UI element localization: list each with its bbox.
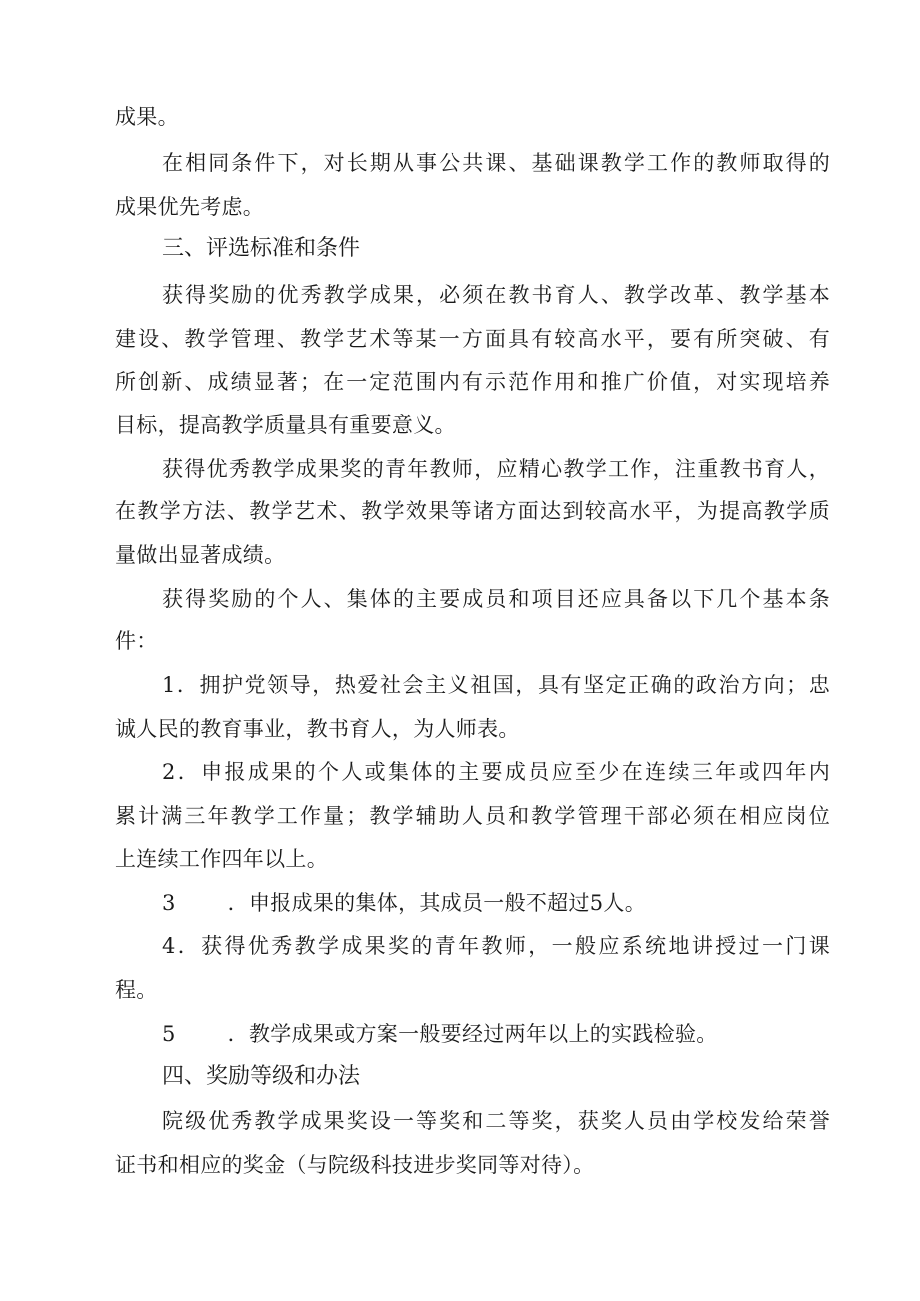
paragraph-line: 获得奖励的优秀教学成果，必须在教书育人、教学改革、教学基本 xyxy=(162,283,830,307)
paragraph-line: 件： xyxy=(115,629,158,653)
paragraph-line: 成果。 xyxy=(115,105,179,129)
paragraph-line: 所创新、成绩显著；在一定范围内有示范作用和推广价值，对实现培养 xyxy=(115,370,830,394)
paragraph-line: 院级优秀教学成果奖设一等奖和二等奖，获奖人员由学校发给荣誉 xyxy=(162,1109,830,1133)
paragraph-line: 目标，提高教学质量具有重要意义。 xyxy=(115,413,456,437)
list-item-line: 诚人民的教育事业，教书育人，为人师表。 xyxy=(115,717,520,741)
list-item-text: ．教学成果或方案一般要经过两年以上的实践检验。 xyxy=(227,1022,718,1046)
list-number: 5 xyxy=(162,1022,176,1046)
list-item-line: 2．申报成果的个人或集体的主要成员应至少在连续三年或四年内 xyxy=(162,760,830,784)
paragraph-line: 证书和相应的奖金（与院级科技进步奖同等对待）。 xyxy=(115,1153,595,1177)
list-item-line xyxy=(162,890,830,916)
list-item-line: 上连续工作四年以上。 xyxy=(115,847,328,871)
list-item-line: 1．拥护党领导，热爱社会主义祖国，具有坚定正确的政治方向；忠 xyxy=(162,673,830,697)
paragraph-line: 量做出显著成绩。 xyxy=(115,543,286,567)
list-item-text: ．申报成果的集体，其成员一般不超过5人。 xyxy=(227,891,647,915)
paragraph-line: 获得优秀教学成果奖的青年教师，应精心教学工作，注重教书育人， xyxy=(162,457,830,481)
section-heading: 四、奖励等级和办法 xyxy=(162,1064,361,1089)
paragraph-line: 在教学方法、教学艺术、教学效果等诸方面达到较高水平，为提高教学质 xyxy=(115,499,830,523)
list-number: 3 xyxy=(162,891,176,915)
paragraph-line: 建设、教学管理、教学艺术等某一方面具有较高水平，要有所突破、有 xyxy=(115,327,830,351)
paragraph-line: 在相同条件下，对长期从事公共课、基础课教学工作的教师取得的 xyxy=(162,151,830,175)
list-item-line xyxy=(162,1021,830,1047)
paragraph-line: 获得奖励的个人、集体的主要成员和项目还应具备以下几个基本条 xyxy=(162,587,830,611)
list-item-line: 4．获得优秀教学成果奖的青年教师，一般应系统地讲授过一门课 xyxy=(162,934,830,958)
section-heading: 三、评选标准和条件 xyxy=(162,236,361,261)
list-item-line: 累计满三年教学工作量；教学辅助人员和教学管理干部必须在相应岗位 xyxy=(115,804,830,828)
paragraph-line: 成果优先考虑。 xyxy=(115,195,265,219)
list-item-line: 程。 xyxy=(115,978,158,1002)
